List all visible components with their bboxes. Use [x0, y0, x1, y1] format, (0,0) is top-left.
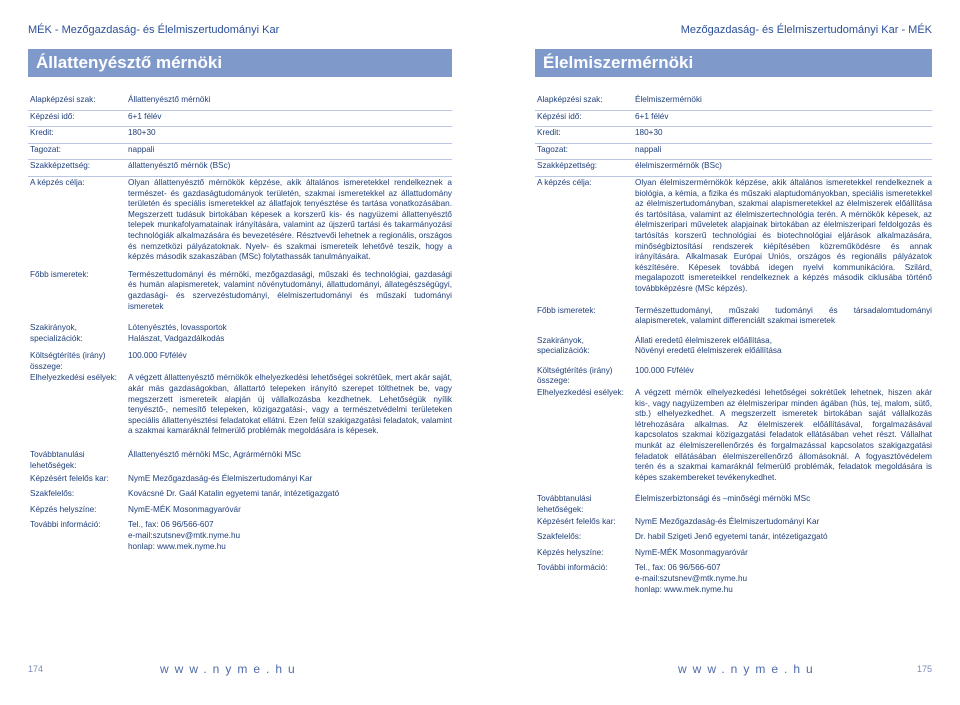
row-label: Képzési idő:	[28, 111, 128, 128]
row-value: NymE Mezőgazdaság-és Élelmiszertudományi Kar	[635, 516, 820, 526]
page-number: 174	[28, 664, 44, 674]
right-page	[480, 0, 960, 705]
row-value: Kovácsné Dr. Gaál Katalin egyetemi tanár, intézetigazgató	[128, 489, 340, 499]
row-label: Alapképzési szak:	[28, 94, 128, 111]
info-row	[535, 144, 932, 161]
row-label: Főbb ismeretek:	[30, 269, 89, 279]
row-label: Továbbtanulási lehetőségek:	[30, 450, 85, 470]
info-row	[28, 488, 452, 504]
row-label: Képzési idő:	[535, 111, 635, 128]
row-value: Élelmiszerbiztonsági és –minőségi mérnöki MSc	[635, 494, 811, 504]
info-row	[28, 449, 452, 473]
info-row	[535, 335, 932, 365]
page-title: Élelmiszermérnöki	[535, 49, 932, 77]
row-value: nappali	[128, 144, 452, 161]
row-value: A végzett állattenyésztő mérnökök elhelyezkedési lehetőségei sokrétűek, mert akár saját, akár más gazdaságokban, állattartó telepeken irányító szerepet tölthetnek be, vagy megszerzett ismereteik alapján új vállalkozásba kezdhetnek. Lehetőségük nyílik tenyésztő-, nemesítő telepeken, közigazgatási-, vagy a természetvédelmi területeken speciális állattenyésztési feladatokat ellátni. Ezen felül szakigazgatási feladatok, valamint a szakmai kamaráknál felmerülő problémák megoldására is képesek.	[128, 373, 452, 436]
info-row	[535, 160, 932, 177]
row-label: Főbb ismeretek:	[537, 305, 596, 315]
row-value: Lótenyésztés, lovassportok Halászat, Vadgazdálkodás	[128, 323, 227, 343]
footer-url: www.nyme.hu	[678, 662, 819, 676]
row-label: Szakirányok, specializációk:	[537, 335, 590, 356]
info-row	[535, 562, 932, 599]
info-row	[28, 94, 452, 111]
info-row	[535, 516, 932, 532]
row-label: Képzés helyszíne:	[30, 504, 97, 514]
page-title: Állattenyésztő mérnöki	[28, 49, 452, 77]
row-label: Költségtérítés (irány) összege:	[30, 351, 106, 371]
row-label: Képzésért felelős kar:	[537, 516, 616, 526]
row-label: Szakfelelős:	[537, 532, 582, 542]
row-value: élelmiszermérnök (BSc)	[635, 160, 932, 177]
row-value: 180+30	[635, 127, 932, 144]
row-label: További információ:	[537, 563, 608, 573]
row-value: 6+1 félév	[635, 111, 932, 128]
info-row	[28, 177, 452, 269]
row-value: NymE-MÉK Mosonmagyaróvár	[128, 504, 241, 514]
info-row	[535, 387, 932, 493]
info-row	[535, 111, 932, 128]
row-label: Szakképzettség:	[28, 160, 128, 177]
row-label: A képzés célja:	[30, 177, 85, 187]
info-table	[535, 94, 932, 599]
row-value: Dr. habil Szigeti Jenő egyetemi tanár, intézetigazgató	[635, 532, 828, 542]
row-value: A végzett mérnök elhelyezkedési lehetőségei sokrétűek lehetnek, hiszen akár kis-, vagy nagyüzemben az élelmiszeripar minden ágában (hús, tej, malom, sütő, stb.) elhelyezkedhet. A megszerzett ismeretek birtokában saját vállalkozás létrehozására alkalmas. Az élelmiszerek előállításával, forgalmazásával kapcsolatos szakmai közigazgatási feladatok ellátásában vehet részt. Vállalhat munkát az élelmiszerellenőrzés és forgalmazással kapcsolatos szakigazgatási feladatok ellátásában élelmiszerellenőrző állomásoknál. A fogyasztóvédelem terén és a szakmai kamaráknál felmerülő problémák, feladatok megoldására is képes szakembereket tevékenykedhet.	[635, 388, 932, 482]
info-row	[28, 160, 452, 177]
info-row	[28, 519, 452, 556]
page-number: 175	[916, 664, 932, 674]
info-row	[28, 473, 452, 489]
row-value: Élelmiszermérnöki	[635, 94, 932, 111]
row-label: Szakképzettség:	[535, 160, 635, 177]
row-value: 100.000 Ft/félév	[128, 351, 187, 361]
row-value: 180+30	[128, 127, 452, 144]
row-label: Tagozat:	[535, 144, 635, 161]
info-row	[28, 372, 452, 449]
row-label: Szakirányok, specializációk:	[30, 323, 83, 343]
info-row	[28, 127, 452, 144]
info-row	[535, 305, 932, 335]
row-value: NymE Mezőgazdaság-és Élelmiszertudományi Kar	[128, 473, 313, 483]
row-value: Állattenyésztő mérnöki	[128, 94, 452, 111]
row-label: Képzésért felelős kar:	[30, 473, 109, 483]
row-value: Tel., fax: 06 96/566-607 e-mail:szutsnev@mtk.nyme.hu honlap: www.mek.nyme.hu	[128, 520, 241, 551]
info-row	[28, 350, 452, 372]
running-head: Mezőgazdaság- és Élelmiszertudományi Kar - MÉK	[680, 24, 932, 36]
info-row	[28, 504, 452, 520]
info-row	[535, 547, 932, 563]
row-value: Állati eredetű élelmiszerek előállítása, Növényi eredetű élelmiszerek előállítása	[635, 335, 782, 356]
row-label: Elhelyezkedési esélyek:	[30, 373, 117, 383]
row-label: Tagozat:	[28, 144, 128, 161]
row-label: Elhelyezkedési esélyek:	[537, 388, 624, 398]
row-label: Képzés helyszíne:	[537, 547, 604, 557]
row-label: Továbbtanulási lehetőségek:	[537, 494, 592, 514]
row-label: Szakfelelős:	[30, 489, 75, 499]
row-label: Alapképzési szak:	[535, 94, 635, 111]
row-value: 6+1 félév	[128, 111, 452, 128]
row-value: 100.000 Ft/félév	[635, 365, 694, 375]
row-value: NymE-MÉK Mosonmagyaróvár	[635, 547, 748, 557]
info-row	[28, 144, 452, 161]
row-label: A képzés célja:	[537, 177, 592, 187]
running-head: MÉK - Mezőgazdaság- és Élelmiszertudományi Kar	[28, 24, 280, 36]
row-value: Természettudományi és mérnöki, mezőgazdasági, műszaki és technológiai, gazdasági és humán alapismeretek, valamint növénytudományi, állattudományi, állategészségügyi, gazdasági- és szervezéstudományi, élelmiszertudományi és műszaki tudományi ismeretek	[128, 269, 452, 311]
info-row	[28, 111, 452, 128]
row-value: Olyan élelmiszermérnökök képzése, akik általános ismeretekkel rendelkeznek a biológia, a kémia, a fizika és műszaki alaptudományokban, speciális ismeretekkel az élelmiszertudományban, szakmai alapismeretekkel az élelmiszerek előállítása és tartósítása, valamint az élelmiszertechnológia terén. A mérnökök képesek, az élelmiszeripari műveletek alapjainak birtokában az élelmiszeripari feldolgozás és tartósítás korszerű technológiai és biotechnológiai eljárások alkalmazására, minőségbiztosítási rendszerek kiépítésében közreműködésre és annak irányítására. Alkalmasak Európai Uniós, országos és regionális pályázatok készítésére. Képesek továbbá idegen nyelvi kommunikációra. Szilárd, megalapozott ismereteikkel rendelkeznek a képzés második ciklusába történő továbbképzésre (MSc képzés).	[635, 177, 932, 293]
row-value: Tel., fax: 06 96/566-607 e-mail:szutsnev@mtk.nyme.hu honlap: www.mek.nyme.hu	[635, 563, 748, 594]
row-label: Kredit:	[535, 127, 635, 144]
info-row	[28, 269, 452, 322]
row-label: Költségtérítés (irány) összege:	[537, 365, 613, 386]
row-value: Állattenyésztő mérnöki MSc, Agrármérnöki MSc	[128, 450, 301, 460]
row-label: További információ:	[30, 520, 101, 530]
info-row	[535, 493, 932, 515]
info-row	[28, 322, 452, 350]
row-value: állattenyésztő mérnök (BSc)	[128, 160, 452, 177]
info-table	[28, 94, 452, 556]
row-value: Olyan állattenyésztő mérnökök képzése, akik általános ismeretekkel rendelkeznek a természet- és gazdaságtudományok területén, szakmai ismeretekkel az állattudomány területén és speciális ismeretekkel az állatfajok tenyésztése és tartása vonatkozásában. Megszerzett tudásuk birtokában képesek a korszerű kis- és nagyüzemi állattenyésztő telepek munkafolyamatainak irányítására, valamint az újszerű tartási és takarmányozási technológiák alkalmazására és bevezetésére. Résztvevői lehetnek a regionális, országos és nemzetközi pályázatoknak. Nyelv- és szakmai ismereteik lehetővé teszik, hogy a képzés második szakaszában (MSc) folytathassák tanulmányaikat.	[128, 177, 452, 262]
row-value: Természettudományi, műszaki tudományi és társadalomtudományi alapismeretek, valamint differenciált szakmai ismeretek	[635, 305, 932, 326]
info-row	[535, 365, 932, 387]
footer-url: www.nyme.hu	[160, 662, 301, 676]
info-row	[535, 177, 932, 305]
row-label: Kredit:	[28, 127, 128, 144]
info-row	[535, 127, 932, 144]
row-value: nappali	[635, 144, 932, 161]
info-row	[535, 94, 932, 111]
info-row	[535, 531, 932, 547]
